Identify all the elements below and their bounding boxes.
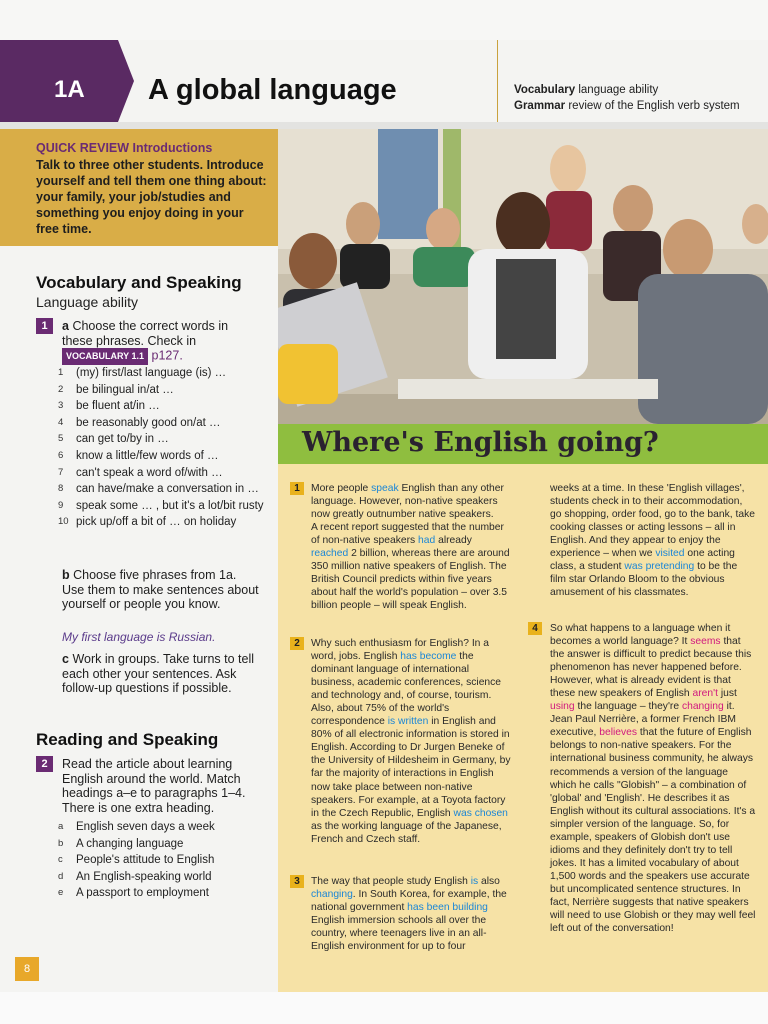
list-item: 8 can have/make a conversation in … xyxy=(58,483,259,496)
list-item: e A passport to employment xyxy=(58,887,209,900)
vocab-section-title: Vocabulary and Speaking xyxy=(36,273,242,292)
list-item: 3 be fluent at/in … xyxy=(58,400,160,413)
article-title: Where's English going? xyxy=(302,427,659,458)
paragraph-number-2: 2 xyxy=(290,637,304,650)
header-divider xyxy=(497,40,498,122)
vocabulary-value: language ability xyxy=(578,84,659,96)
unit-code: 1A xyxy=(54,76,85,103)
exercise-1b-text: Choose five phrases from 1a. Use them to make sentences about yourself or people you know. xyxy=(62,568,259,611)
list-item: 2 be bilingual in/at … xyxy=(58,383,174,396)
page-number: 8 xyxy=(15,957,39,981)
grammar-value: review of the English verb system xyxy=(568,100,740,112)
paragraph-4: So what happens to a language when it becomes a world language? It seems that the answer is difficult to predict because this phenomenon has never happened before. However, what is already evident is that these new speakers of English aren't just using the language – they're changing it. Jean Paul Nerrière, a former French IBM executive, believes that the future of English belongs to non-native speakers. For the international business community, he always recommends a version of the language which he calls "Globish" – a combination of 'global' and 'English'. He describes it as English without its cultural associations. It's a simpler version of the language. So, for example, speakers of Globish don't use idioms and they definitely don't try to tell jokes. It has a limited vocabulary of about 1,500 words and the speakers use accurate but uncomplicated sentence structures. In fact, Nerrière suggests that native speakers will need to use Globish or they may well feel left out of the conversation! xyxy=(550,623,756,935)
list-item: b A changing language xyxy=(58,837,184,850)
list-item: 7 can't speak a word of/with … xyxy=(58,466,223,479)
vocabulary-badge: VOCABULARY 1.1 xyxy=(62,348,148,365)
page-bottom-margin xyxy=(0,992,768,1024)
example-sentence: My first language is Russian. xyxy=(62,630,216,644)
header-meta xyxy=(514,82,740,114)
paragraph-number-3: 3 xyxy=(290,875,304,888)
list-item: d An English-speaking world xyxy=(58,870,212,883)
page-top-margin xyxy=(0,0,768,40)
unit-tag-arrow xyxy=(118,40,134,122)
exercise-letter-c: c xyxy=(62,652,69,666)
list-item: 4 be reasonably good on/at … xyxy=(58,416,221,429)
quick-review-box xyxy=(0,129,278,246)
paragraph-3: The way that people study English is also changing. In South Korea, for example, the national government has been building English immersion schools all over the country, where teenagers live in an all-English environment for up to four xyxy=(311,876,507,953)
exercise-1a xyxy=(62,319,262,365)
exercise-1c xyxy=(62,652,262,696)
exercise-1a-text: Choose the correct words in these phrases. Check in xyxy=(62,319,229,348)
list-item: c People's attitude to English xyxy=(58,854,215,867)
exercise-1c-text: Work in groups. Take turns to tell each other your sentences. Ask follow-up questions if possible. xyxy=(62,652,255,695)
list-item: 1 (my) first/last language (is) … xyxy=(58,367,227,379)
exercise-number-1: 1 xyxy=(36,318,53,334)
header-bottom-band xyxy=(0,122,768,129)
list-item: 6 know a little/few words of … xyxy=(58,449,219,462)
quick-review-text: Talk to three other students. Introduce yourself and tell them one thing about: your family, your job/studies and something you enjoy doing in your free time. xyxy=(36,158,267,236)
paragraph-2: Why such enthusiasm for English? In a word, jobs. English has become the dominant language of international business, academic conferences, science and technology and, of course, tourism. Also, about 75% of the world's correspondence is written in English and 80% of all electronic information is stored in English. According to Dr Jurgen Beneke of the University of Hildesheim in Germany, by far the majority of interactions in English now take place between non-native speakers. For example, at a Toyota factory in the Czech Republic, English was chosen as the working language of the Japanese, French and Czech staff. xyxy=(311,638,511,845)
list-item: 5 can get to/by in … xyxy=(58,433,169,446)
vocabulary-label: Vocabulary xyxy=(514,84,576,96)
vocab-section-subtitle: Language ability xyxy=(36,294,138,310)
paragraph-number-1: 1 xyxy=(290,482,304,495)
exercise-letter-a: a xyxy=(62,319,69,333)
list-item: 10 pick up/off a bit of … on holiday xyxy=(58,516,237,529)
article-title-banner xyxy=(278,424,768,464)
left-column xyxy=(0,246,278,956)
vocab-phrase-list xyxy=(58,366,268,532)
unit-title: A global language xyxy=(148,74,397,106)
classroom-photo-illustration xyxy=(278,129,768,424)
vocabulary-page-ref: p127. xyxy=(151,348,183,363)
paragraph-number-4: 4 xyxy=(528,622,542,635)
list-item: a English seven days a week xyxy=(58,821,215,833)
exercise-2-text: Read the article about learning English around the world. Match headings a–e to paragraphs 1–4. There is one extra heading. xyxy=(62,757,246,815)
classroom-photo xyxy=(278,129,768,424)
reading-section-title: Reading and Speaking xyxy=(36,730,219,749)
headings-list xyxy=(58,820,268,903)
grammar-label: Grammar xyxy=(514,100,566,112)
exercise-1b xyxy=(62,568,262,612)
paragraph-3-continued: weeks at a time. In these 'English villages', students check in to their accommodation, go shopping, order food, go to the bank, take cooking classes or acting lessons – all in English. And they appear to enjoy the experience – when we visited one acting class, a student was pretending to be the film star Orlando Bloom to the obvious amusement of his classmates. xyxy=(550,483,755,599)
quick-review-title: QUICK REVIEW Introductions xyxy=(36,141,213,155)
exercise-number-2: 2 xyxy=(36,756,53,772)
exercise-letter-b: b xyxy=(62,568,70,582)
paragraph-1: More people speak English than any other language. However, non-native speakers now greatly outnumber native speakers. A recent report suggested that the number of non-native speakers had already reached 2 billion, whereas there are around 350 million native speakers of English. The British Council predicts within five years about half the world's population – over 3.5 billion people – will speak English. xyxy=(311,483,510,612)
article-body xyxy=(278,464,768,992)
list-item: 9 speak some … , but it's a lot/bit rusty xyxy=(58,499,264,512)
